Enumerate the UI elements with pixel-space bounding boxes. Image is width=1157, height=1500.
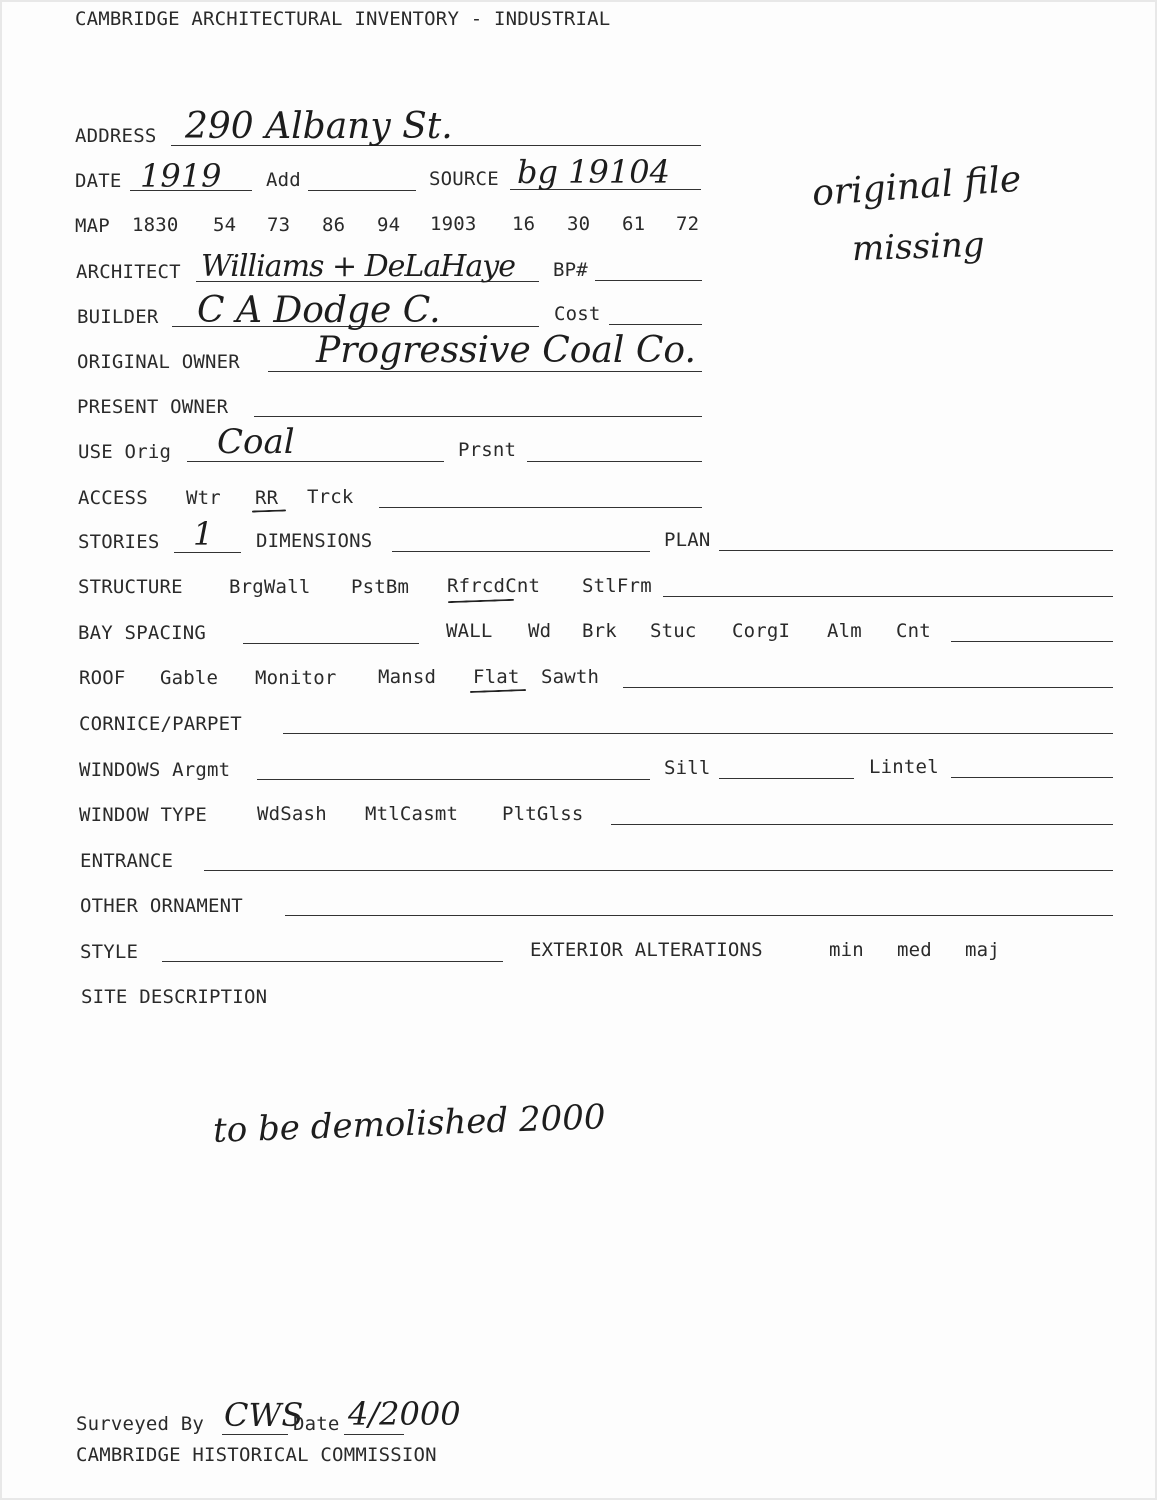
wall-alm: Alm xyxy=(827,620,862,642)
date-label: DATE xyxy=(75,170,122,192)
wall-label: WALL xyxy=(446,620,493,642)
map-year-1903: 1903 xyxy=(430,213,477,235)
access-trck: Trck xyxy=(307,486,354,508)
wall-corgi: CorgI xyxy=(732,620,791,642)
lintel-line xyxy=(951,777,1113,778)
architect-value: Williams + DeLaHaye xyxy=(201,249,515,284)
windows-label: WINDOWS Argmt xyxy=(79,759,231,781)
entrance-line xyxy=(204,870,1113,871)
access-label: ACCESS xyxy=(78,487,148,509)
present-owner-line xyxy=(254,416,702,417)
surveyed-by-value: CWS xyxy=(224,1396,304,1434)
stories-label: STORIES xyxy=(78,531,160,553)
map-year-86: 86 xyxy=(322,214,346,236)
survey-date-label: Date xyxy=(293,1413,340,1435)
builder-label: BUILDER xyxy=(77,306,159,328)
style-label: STYLE xyxy=(80,941,139,963)
roof-flat-underline xyxy=(470,689,526,693)
access-rr-underline xyxy=(252,509,286,512)
map-year-16: 16 xyxy=(512,213,536,235)
site-description-label: SITE DESCRIPTION xyxy=(81,986,268,1008)
use-orig-label: USE Orig xyxy=(78,441,172,463)
lintel-label: Lintel xyxy=(869,756,939,778)
map-label: MAP xyxy=(75,215,110,237)
prsnt-line xyxy=(527,461,702,462)
map-year-72: 72 xyxy=(676,213,700,235)
structure-pstbm: PstBm xyxy=(351,576,410,598)
map-year-54: 54 xyxy=(213,214,237,236)
add-line xyxy=(308,190,416,191)
window-type-wdsash: WdSash xyxy=(257,803,327,825)
access-line xyxy=(379,507,702,508)
structure-line xyxy=(663,596,1113,597)
cost-line xyxy=(609,324,702,325)
cost-label: Cost xyxy=(554,303,601,325)
margin-note-line2: missing xyxy=(851,224,986,270)
use-orig-value: Coal xyxy=(217,422,295,462)
dimensions-label: DIMENSIONS xyxy=(256,530,373,552)
address-value: 290 Albany St. xyxy=(185,106,453,147)
alteration-min: min xyxy=(829,939,864,961)
source-label: SOURCE xyxy=(429,168,499,190)
structure-rfrcdcnt: RfrcdCnt xyxy=(447,575,541,597)
alteration-maj: maj xyxy=(965,939,1000,961)
bay-spacing-label: BAY SPACING xyxy=(78,622,207,644)
window-type-pltglss: PltGlss xyxy=(502,803,584,825)
sill-line xyxy=(719,778,854,779)
plan-label: PLAN xyxy=(664,529,711,551)
form-title: CAMBRIDGE ARCHITECTURAL INVENTORY - INDUSTRIAL xyxy=(75,8,611,30)
windows-line xyxy=(257,779,650,780)
roof-sawth: Sawth xyxy=(541,666,600,688)
roof-flat: Flat xyxy=(473,666,520,688)
cornice-label: CORNICE/PARPET xyxy=(79,713,242,735)
wall-line xyxy=(951,641,1113,642)
structure-rfrcdcnt-underline xyxy=(448,599,514,603)
sill-label: Sill xyxy=(664,757,711,779)
architect-label: ARCHITECT xyxy=(76,261,181,283)
other-ornament-label: OTHER ORNAMENT xyxy=(80,895,243,917)
window-type-label: WINDOW TYPE xyxy=(79,804,208,826)
original-owner-line xyxy=(268,371,702,372)
roof-label: ROOF xyxy=(79,667,126,689)
add-label: Add xyxy=(266,169,301,191)
entrance-label: ENTRANCE xyxy=(80,850,174,872)
surveyed-by-line xyxy=(222,1434,288,1435)
map-year-94: 94 xyxy=(377,214,401,236)
window-type-mtlcasmt: MtlCasmt xyxy=(365,803,459,825)
alteration-med: med xyxy=(897,939,932,961)
map-year-1830: 1830 xyxy=(132,214,179,236)
bp-line xyxy=(595,280,702,281)
original-owner-value: Progressive Coal Co. xyxy=(316,330,696,371)
address-label: ADDRESS xyxy=(75,125,157,147)
present-owner-label: PRESENT OWNER xyxy=(77,396,229,418)
roof-mansd: Mansd xyxy=(378,666,437,688)
stories-value: 1 xyxy=(193,515,214,553)
map-year-61: 61 xyxy=(622,213,646,235)
cornice-line xyxy=(283,733,1113,734)
style-line xyxy=(162,961,503,962)
structure-label: STRUCTURE xyxy=(78,576,183,598)
surveyed-by-label: Surveyed By xyxy=(76,1413,205,1435)
margin-note-line1: original file xyxy=(810,158,1023,215)
wall-stuc: Stuc xyxy=(650,620,697,642)
structure-stlfrm: StlFrm xyxy=(582,575,652,597)
exterior-alterations-label: EXTERIOR ALTERATIONS xyxy=(530,939,763,961)
roof-line xyxy=(623,687,1113,688)
bp-label: BP# xyxy=(553,259,588,281)
access-wtr: Wtr xyxy=(186,487,221,509)
wall-wd: Wd xyxy=(528,620,552,642)
other-ornament-line xyxy=(285,915,1113,916)
bay-spacing-line xyxy=(243,643,419,644)
survey-date-line xyxy=(344,1434,404,1435)
site-description-note: to be demolished 2000 xyxy=(212,1097,607,1151)
access-rr: RR xyxy=(255,487,279,509)
prsnt-label: Prsnt xyxy=(458,439,517,461)
original-owner-label: ORIGINAL OWNER xyxy=(77,351,240,373)
structure-brgwall: BrgWall xyxy=(229,576,311,598)
roof-gable: Gable xyxy=(160,667,219,689)
window-type-line xyxy=(611,824,1113,825)
wall-brk: Brk xyxy=(582,620,617,642)
date-value: 1919 xyxy=(140,157,222,195)
source-value: bg 19104 xyxy=(517,153,670,191)
commission-name: CAMBRIDGE HISTORICAL COMMISSION xyxy=(76,1444,437,1466)
wall-cnt: Cnt xyxy=(896,620,931,642)
map-year-30: 30 xyxy=(567,213,591,235)
map-year-73: 73 xyxy=(267,214,291,236)
survey-date-value: 4/2000 xyxy=(348,1395,461,1433)
dimensions-line xyxy=(392,551,650,552)
builder-value: C A Dodge C. xyxy=(197,290,441,331)
plan-line xyxy=(719,550,1113,551)
roof-monitor: Monitor xyxy=(255,667,337,689)
